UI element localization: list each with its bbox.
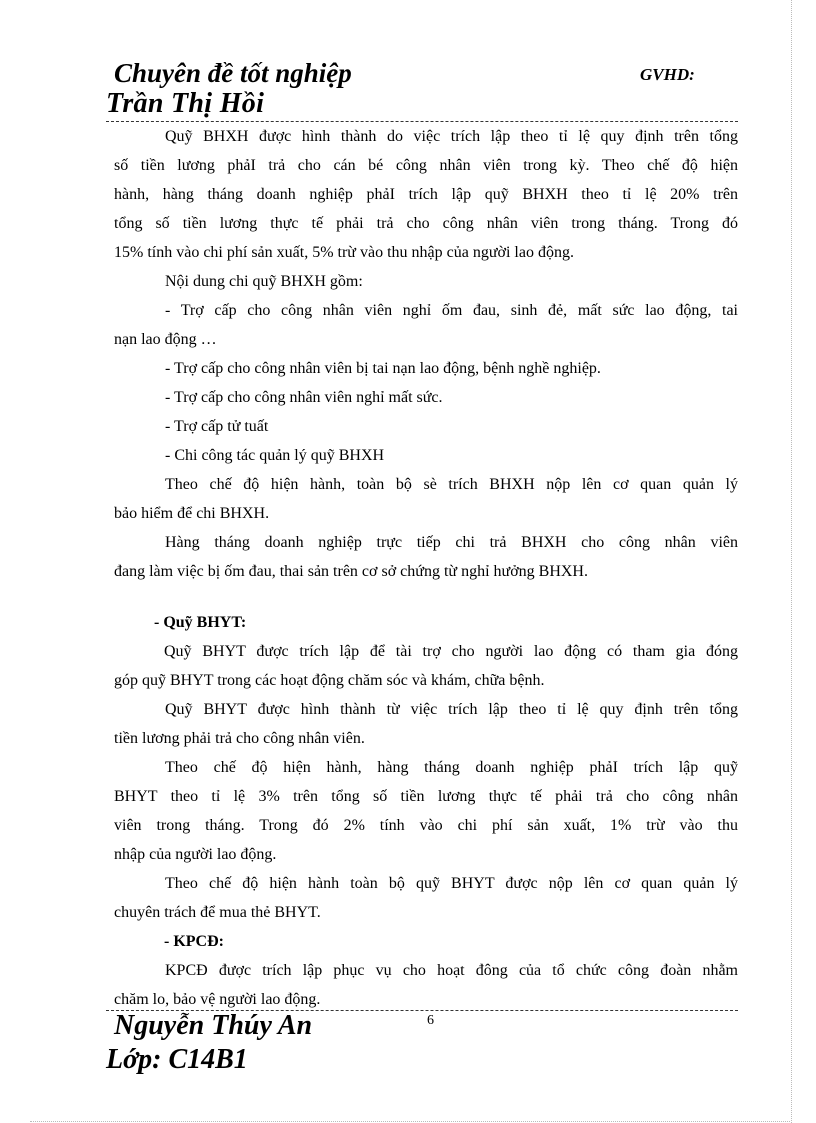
body-line: - Trợ cấp cho công nhân viên bị tai nạn lao động, bệnh nghề nghiệp. xyxy=(165,360,601,377)
body-line: - Trợ cấp cho công nhân viên nghỉ ốm đau, sinh đẻ, mất sức lao động, tai xyxy=(165,302,738,319)
body-line: KPCĐ được trích lập phục vụ cho hoạt đông của tổ chức công đoàn nhằm xyxy=(165,962,738,979)
footer-name: Nguyễn Thúy An xyxy=(114,1010,313,1041)
body-line: hành, hàng tháng doanh nghiệp phảI trích lập quỹ BHXH theo tỉ lệ 20% trên xyxy=(114,186,738,203)
header-gvhd: GVHD: xyxy=(640,65,695,84)
body-text xyxy=(114,122,738,1014)
body-line: Theo chế độ hiện hành toàn bộ quỹ BHYT được nộp lên cơ quan quản lý xyxy=(165,875,738,892)
body-line: nhập của người lao động. xyxy=(114,846,277,863)
body-line: BHYT theo tỉ lệ 3% trên tổng số tiền lương thực tế phải trả cho công nhân xyxy=(114,788,738,805)
page-edge-bottom xyxy=(30,1121,790,1122)
body-line: - Chi công tác quản lý quỹ BHXH xyxy=(165,447,385,464)
body-line: Theo chế độ hiện hành, toàn bộ sè trích BHXH nộp lên cơ quan quản lý xyxy=(165,476,738,493)
body-line: - Trợ cấp cho công nhân viên nghỉ mất sức. xyxy=(165,389,443,406)
body-line: chăm lo, bảo vệ người lao động. xyxy=(114,991,321,1008)
page-number: 6 xyxy=(427,1013,434,1028)
body-line: tổng số tiền lương thực tế phải trả cho công nhân viên trong tháng. Trong đó xyxy=(114,215,738,232)
body-line: đang làm việc bị ốm đau, thai sản trên cơ sở chứng từ nghỉ hưởng BHXH. xyxy=(114,563,588,580)
section-heading-kpcd: - KPCĐ: xyxy=(164,933,224,950)
body-line: góp quỹ BHYT trong các hoạt động chăm sóc và khám, chữa bệnh. xyxy=(114,672,545,689)
body-line: tiền lương phải trả cho công nhân viên. xyxy=(114,730,365,747)
body-line: bảo hiểm để chi BHXH. xyxy=(114,505,270,522)
body-line: Quỹ BHYT được trích lập để tài trợ cho người lao động có tham gia đóng xyxy=(164,643,738,660)
body-line: Nội dung chi quỹ BHXH gồm: xyxy=(165,273,363,290)
section-gap xyxy=(114,586,738,608)
body-line: Quỹ BHYT được hình thành từ việc trích lập theo tỉ lệ quy định trên tổng xyxy=(165,701,738,718)
body-line: Quỹ BHXH được hình thành do việc trích lập theo tỉ lệ quy định trên tổng xyxy=(165,128,738,145)
body-line: Theo chế độ hiện hành, hàng tháng doanh nghiệp phảI trích lập quỹ xyxy=(165,759,738,776)
body-line: - Trợ cấp tử tuất xyxy=(165,418,269,435)
header-author: Trần Thị Hồi xyxy=(106,88,265,119)
section-heading-bhyt: - Quỹ BHYT: xyxy=(154,614,247,631)
body-line: viên trong tháng. Trong đó 2% tính vào chi phí sản xuất, 1% trừ vào thu xyxy=(114,817,738,834)
page-edge-right xyxy=(791,0,792,1123)
body-line: chuyên trách để mua thẻ BHYT. xyxy=(114,904,321,921)
body-line: Hàng tháng doanh nghiệp trực tiếp chi trả BHXH cho công nhân viên xyxy=(165,534,738,551)
header-title: Chuyên đề tốt nghiệp xyxy=(114,58,352,88)
body-line: số tiền lương phảI trả cho cán bé công nhân viên trong kỳ. Theo chế độ hiện xyxy=(114,157,738,174)
footer-class: Lớp: C14B1 xyxy=(106,1044,248,1075)
body-line: 15% tính vào chi phí sản xuất, 5% trừ vào thu nhập của người lao động. xyxy=(114,244,574,261)
body-line: nạn lao động … xyxy=(114,331,217,348)
